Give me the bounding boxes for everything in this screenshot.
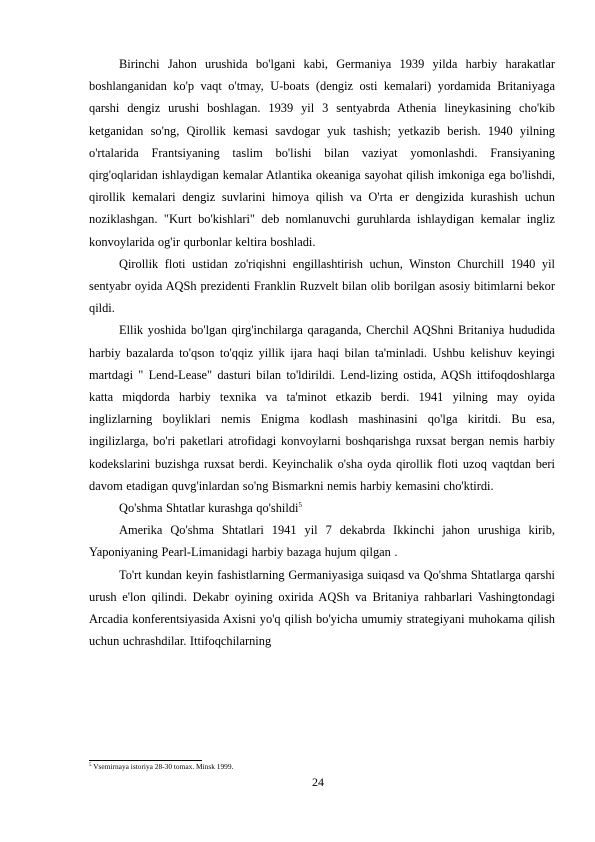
paragraph-u-boats: Birinchi Jahon urushida bo'lgani kabi, Germaniya 1939 yilda harbiy harakatlar boshlanganidan ko'p vaqt o'tmay, U-boats (dengiz osti kemalari) yordamida Britaniyaga qarshi dengiz urushi boshlagan. 1939 yil 3 sentyabrda Athenia lineykasining cho'kib ketganidan so'ng, Qirollik kemasi savdogar yuk tashish; yetkazib berish. 1940 yilning o'rtalarida Frantsiyaning taslim bo'lishi bilan vaziyat yomonlashdi. Fransiyaning qirg'oqlaridan ishlaydigan kemalar Atlantika okeaniga sayohat qilish imkoniga ega bo'lishdi, qirollik kemalari dengiz suvlarini himoya qilish va O'rta er dengizida kurashish uchun noziklashgan. "Kurt bo'kishlari" deb nomlanuvchi guruhlarda ishlaydigan kemalar ingliz konvoylarida og'ir qurbonlar keltira boshladi. bbox=[89, 57, 555, 249]
paragraph-arcadia-conference: To'rt kundan keyin fashistlarning Germaniyasiga suiqasd va Qo'shma Shtatlarga qarshi urush e'lon qilindi. Dekabr oyining oxirida AQSh va Britaniya rahbarlari Vashingtondagi Arcadia konferentsiyasida Axisni yo'q qilish bo'yicha umumiy strategiyani muhokama qilish uchun uchrashdilar. Ittifoqchilarning bbox=[89, 567, 555, 649]
section-heading bbox=[89, 497, 555, 519]
body-text bbox=[89, 53, 555, 652]
footnote-number: 5 bbox=[89, 763, 92, 768]
paragraph-lend-lease: Ellik yoshida bo'lgan qirg'inchilarga qaraganda, Cherchil AQShni Britaniya hududida harbiy bazalarda to'qson to'qqiz yillik ijara haqi bilan ta'minladi. Ushbu kelishuv keyingi martdagi " Lend-Lease" dasturi bilan to'ldirildi. Lend-lizing ostida, AQSh ittifoqdoshlarga katta miqdorda harbiy texnika va ta'minot etkazib berdi. 1941 yilning may oyida inglizlarning boyliklari nemis Enigma kodlash mashinasini qo'lga kiritdi. Bu esa, ingilizlarga, bo'ri paketlari atrofidagi konvoylarni boshqarishga ruxsat bergan nemis harbiy kodekslarini buzishga ruxsat berdi. Keyinchalik o'sha oyda qirollik floti uzoq vaqtdan beri davom etadigan quvg'inlardan so'ng Bismarkni nemis harbiy kemasini cho'ktirdi. bbox=[89, 323, 555, 493]
footnote bbox=[89, 762, 555, 772]
footnote-divider bbox=[89, 760, 202, 761]
section-heading-text: Qo'shma Shtatlar kurashga qo'shildi bbox=[119, 501, 299, 516]
footnote-reference: 5 bbox=[298, 501, 302, 510]
paragraph-churchill-roosevelt: Qirollik floti ustidan zo'riqishni engillashtirish uchun, Winston Churchill 1940 yil sentyabr oyida AQSh prezidenti Franklin Ruzvelt bilan olib borilgan asosiy bitimlarni bekor qildi. bbox=[89, 256, 555, 316]
paragraph-pearl-harbor: Amerika Qo'shma Shtatlari 1941 yil 7 dekabrda Ikkinchi jahon urushiga kirib, Yaponiyaning Pearl-Limanidagi harbiy bazaga hujum qilgan . bbox=[89, 523, 555, 560]
page-number: 24 bbox=[312, 775, 324, 789]
footnote-text: Vsemirnaya istoriya 28-30 tomax. Minsk 1999. bbox=[91, 762, 234, 771]
